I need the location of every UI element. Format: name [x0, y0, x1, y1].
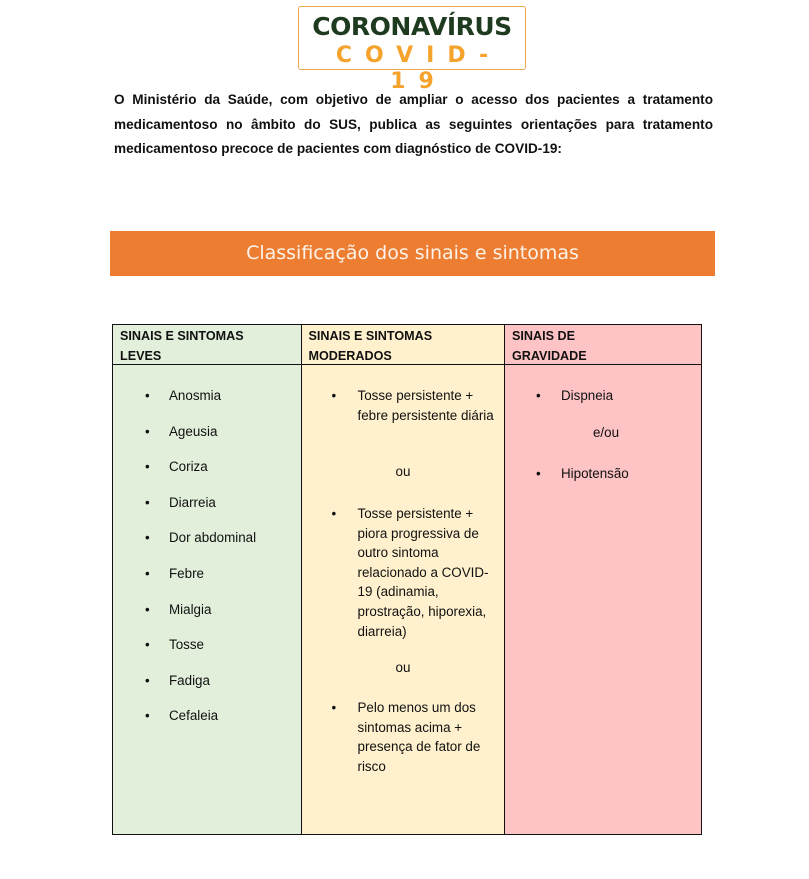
separator-or: ou: [395, 464, 411, 479]
moderate-symptom-list-3: [302, 698, 505, 776]
bullet-icon: •: [331, 700, 337, 715]
bullet-icon: •: [145, 565, 150, 581]
list-item: [113, 386, 301, 422]
list-item: [113, 457, 301, 493]
list-item: [113, 564, 301, 600]
bullet-icon: •: [145, 601, 150, 617]
bullet-icon: •: [536, 466, 541, 481]
column-mild: [112, 324, 302, 835]
item-text: Tosse persistente + febre persistente diária: [357, 388, 494, 423]
column-header-severe: [505, 325, 701, 365]
bullet-icon: •: [145, 530, 150, 546]
list-item: [113, 671, 301, 707]
item-text: Mialgia: [169, 601, 212, 617]
column-severe: [504, 324, 702, 835]
list-item: [505, 464, 701, 484]
item-text: Dor abdominal: [169, 530, 257, 546]
list-item: [505, 386, 701, 406]
logo-line-2: COVID-19: [335, 43, 502, 94]
bullet-icon: •: [145, 459, 150, 475]
item-text: Anosmia: [169, 388, 222, 403]
column-header-moderate: [302, 325, 505, 365]
item-text: Ageusia: [169, 423, 218, 439]
bullet-icon: •: [331, 506, 337, 521]
mild-symptom-list: [113, 386, 301, 742]
item-text: Febre: [169, 565, 204, 581]
bullet-icon: •: [536, 388, 541, 403]
header-line: LEVES: [120, 348, 162, 363]
symptoms-table: [112, 324, 702, 835]
column-header-mild: [113, 325, 301, 365]
bullet-icon: •: [145, 423, 150, 439]
item-text: Dispneia: [561, 388, 614, 403]
header-line: SINAIS DE: [512, 329, 575, 343]
separator-and-or: e/ou: [592, 425, 620, 440]
item-text: Pelo menos um dos sintomas acima + presença de fator de risco: [357, 700, 481, 774]
item-text: Tosse: [169, 637, 204, 653]
header-line: GRAVIDADE: [512, 348, 587, 363]
item-text: Coriza: [169, 459, 208, 475]
moderate-symptom-list-1: [302, 386, 505, 425]
moderate-symptom-list-2: [302, 504, 505, 641]
list-item: [113, 422, 301, 458]
bullet-icon: •: [331, 388, 337, 403]
logo-line-1: CORONAVÍRUS: [312, 12, 512, 41]
header-line: SINAIS E SINTOMAS: [308, 329, 433, 343]
item-text: Diarreia: [169, 494, 216, 510]
list-item: [113, 706, 301, 742]
bullet-icon: •: [145, 388, 150, 403]
list-item: [113, 600, 301, 636]
item-text: Tosse persistente + piora progressiva de outro sintoma relacionado a COVID-19 (adinamia, prostração, hiporexia, diarreia): [357, 506, 489, 639]
column-moderate: [301, 324, 506, 835]
bullet-icon: •: [145, 672, 150, 688]
list-item: [113, 493, 301, 529]
list-item: [302, 504, 505, 641]
item-text: Hipotensão: [561, 466, 629, 481]
bullet-icon: •: [145, 708, 150, 724]
header-line: SINAIS E SINTOMAS: [120, 329, 244, 343]
coronavirus-covid19-logo: [298, 6, 526, 94]
list-item: [302, 698, 505, 776]
section-banner: [110, 231, 715, 276]
intro-paragraph: O Ministério da Saúde, com objetivo de ampliar o acesso dos pacientes a tratamento medicamentoso no âmbito do SUS, publica as seguintes orientações para tratamento medicamentoso precoce de pacientes com diagnóstico de COVID-19:: [114, 92, 713, 156]
banner-title: Classificação dos sinais e sintomas: [246, 242, 579, 264]
list-item: [113, 635, 301, 671]
list-item: [113, 528, 301, 564]
bullet-icon: •: [145, 637, 150, 653]
item-text: Fadiga: [169, 672, 210, 688]
bullet-icon: •: [145, 494, 150, 510]
separator-or: ou: [395, 660, 411, 675]
header-line: MODERADOS: [308, 348, 392, 363]
list-item: [302, 386, 505, 425]
item-text: Cefaleia: [169, 708, 219, 724]
